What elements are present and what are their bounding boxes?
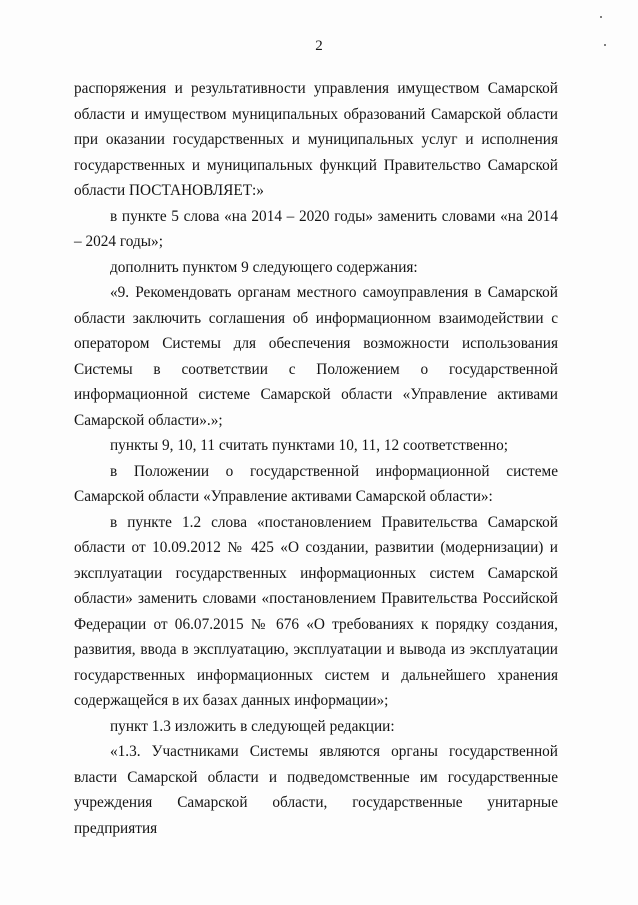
paragraph: в пункте 1.2 слова «постановлением Правительства Самарской области от 10.09.2012 № 425 «О создании, развитии (модернизации) и эксплуатации государственных информационных систем Самарской области» заменить словами «постановлением Правительства Российской Федерации от 06.07.2015 № 676 «О требованиях к порядку создания, развития, ввода в эксплуатацию, эксплуатации и вывода из эксплуатации государственных информационных систем и дальнейшего хранения содержащейся в их базах данных информации»;	[74, 513, 558, 709]
paragraph: распоряжения и результативности управления имуществом Самарской области и имуществом муниципальных образований Самарской области при оказании государственных и муниципальных услуг и исполнения государственных и муниципальных функций Правительство Самарской области ПОСТАНОВЛЯЕТ:»	[74, 80, 558, 199]
paragraph: пункты 9, 10, 11 считать пунктами 10, 11, 12 соответственно;	[110, 437, 509, 454]
scan-speck	[600, 16, 602, 18]
paragraph: «9. Рекомендовать органам местного самоуправления в Самарской области заключить соглашения об информационном взаимодействии с оператором Системы для обеспечения возможности использования Системы в соответствии с Положением о государственной информационной системе Самарской области «Управление активами Самарской области».»;	[74, 284, 558, 429]
page-number: 2	[315, 38, 323, 54]
paragraph: в пункте 5 слова «на 2014 – 2020 годы» заменить словами «на 2014 – 2024 годы»;	[74, 207, 558, 250]
document-body	[74, 76, 558, 841]
scan-speck	[604, 44, 606, 46]
paragraph: «1.3. Участниками Системы являются органы государственной власти Самарской области и подведомственные им государственные учреждения Самарской области, государственные унитарные предприятия	[74, 743, 558, 837]
paragraph: дополнить пунктом 9 следующего содержания:	[110, 258, 418, 276]
paragraph: пункт 1.3 изложить в следующей редакции:	[110, 717, 395, 735]
paragraph: в Положении о государственной информационной системе Самарской области «Управление активами Самарской области»:	[74, 462, 558, 505]
